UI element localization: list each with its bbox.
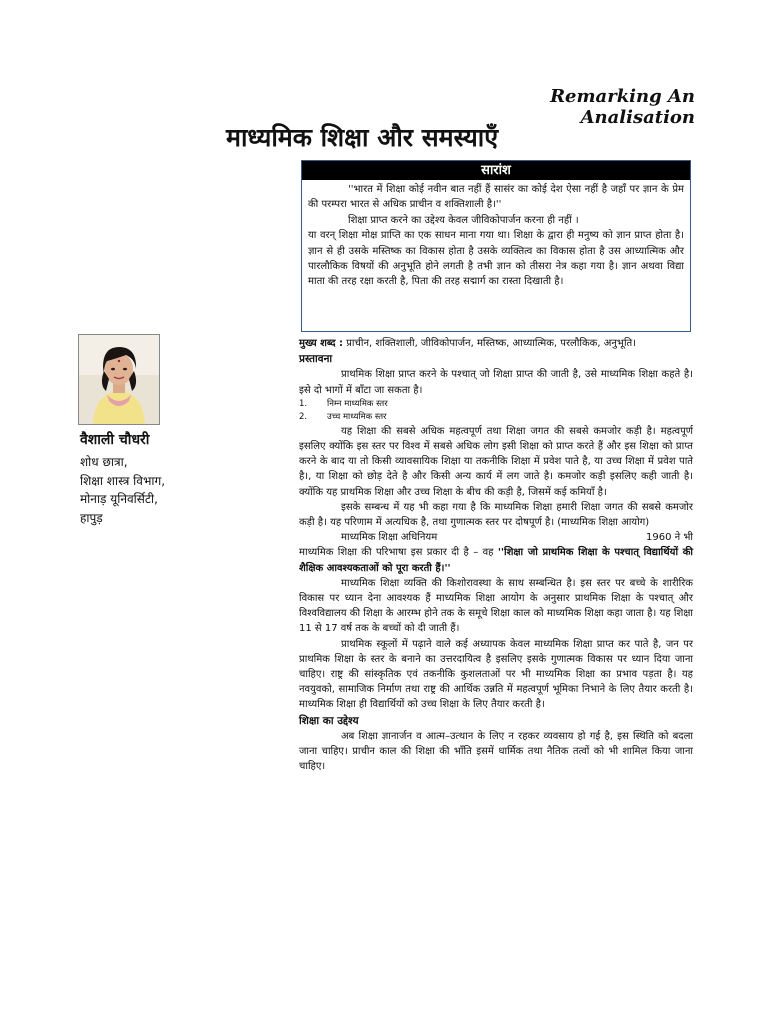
paragraph: अब शिक्षा ज्ञानार्जन व आत्म–उत्थान के लिए न रहकर व्यवसाय हो गई है, इस स्थिति को बदला जाना चाहिए। प्राचीन काल की शिक्षा की भाँति इसमें धार्मिक तथा नैतिक तत्वों को भी शामिल किया जाना चाहिए।	[299, 730, 693, 773]
abstract-box	[301, 160, 691, 332]
abstract-quote: ''भारत में शिक्षा कोई नवीन बात नहीं हैं सासंर का कोई देश ऐसा नहीं है जहाँ पर ज्ञान के प्रेम की परम्परा भारत से अधिक प्राचीन व शक्तिशाली है।''	[308, 184, 684, 211]
list-label: निम्न माध्यमिक स्तर	[327, 398, 388, 409]
paragraph: प्राथमिक शिक्षा प्राप्त करने के पश्चात् जो शिक्षा प्राप्त की जाती है, उसे माध्यमिक शिक्षा कहते है। इसे दो भागों में बाँटा जा सकता है।	[299, 369, 693, 396]
author-photo	[78, 334, 160, 425]
paragraph: माध्यमिक शिक्षा व्यक्ति की किशोरावस्था के साथ सम्बन्धित है। इस स्तर पर बच्चे के शारीरिक विकास पर ध्यान देना आवश्यक हैं माध्यमिक शिक्षा आयोग के अनुसार प्राथमिक शिक्षा के पश्चात् और विश्वविद्यालय की शिक्षा के आरम्भ होने तक के समूचे शिक्षा काल को माध्यमिक शिक्षा कहा जाता है। यह शिक्षा 11 से 17 वर्ष तक के बच्चों को दी जाती हैं।	[299, 577, 693, 635]
section-heading-intro: प्रस्तावना	[299, 353, 333, 366]
paragraph: प्राथमिक स्कूलों में पढ़ाने वाले कई अध्यापक केवल माध्यमिक शिक्षा प्राप्त कर पाते है, जन पर प्राथमिक शिक्षा के स्तर के बनाने का उत्तरदायित्व है इसलिए इसके गुणात्मक विकास पर ध्यान दिया जाना चाहिए। राष्ट्र की सांस्कृतिक एवं तकनीकि कुशलताओं पर भी माध्यमिक शिक्षा का प्रभाव पड़ता है। यह नवयुवको, सामाजिक निर्माण तथा राष्ट्र की आर्थिक उन्नति में महत्वपूर्ण भूमिका निभाने के लिए तैयार करती है। माध्यमिक शिक्षा ही विद्यार्थियों को उच्च शिक्षा के लिए तैयार करती है।	[299, 638, 693, 711]
act-line	[299, 530, 693, 545]
definition-intro: माध्यमिक शिक्षा की परिभाषा इस प्रकार दी है – वह	[299, 547, 494, 559]
act-name: माध्यमिक शिक्षा अधिनियम	[341, 532, 438, 544]
list-label: उच्च माध्यमिक स्तर	[327, 411, 387, 422]
abstract-para: शिक्षा प्राप्त करने का उद्देश्य केवल जीविकोपार्जन करना ही नहीं ।	[348, 214, 579, 226]
keywords	[299, 336, 693, 351]
paragraph: यह शिक्षा की सबसे अधिक महत्वपूर्ण तथा शिक्षा जगत की सबसे कमजोर कड़ी है। महत्वपूर्ण इसलिए क्योंकि इस स्तर पर विश्व में सबसे अधिक लोग इसी शिक्षा को प्राप्त करते हैं और इस शिक्षा को प्राप्त करने के बाद या तो किसी व्यावसायिक शिक्षा या तकनीकि शिक्षा में प्रवेश पाते है, या उच्च शिक्षा में प्रवेश पाते है।, या शिक्षा को छोड़ देते है और किसी अन्य कार्य में लग जाते है। कमजोर कड़ी इसलिए कही जाती है। क्योंकि यह प्राथमिक शिक्षा और उच्च शिक्षा के बीच की कड़ी है, जिसमें कई कमियाँ है।	[299, 425, 693, 498]
list-item	[299, 398, 693, 411]
abstract-para: या वरन् शिक्षा मोक्ष प्राप्ति का एक साधन माना गया था। शिक्षा के द्वारा ही मनुष्य को ज्ञान प्राप्त होता है। ज्ञान से ही उसके मस्तिष्क का विकास होता है उसके व्यक्तित्व का विकास होता है उस आध्यात्मिक और पारलौकिक विषयों की अनुभूति होने लगती है तभी ज्ञान को तीसरा नेत्र कहा गया है। ज्ञान अथवा विद्या माता की तरह रक्षा करती है, पिता की तरह सद्मार्ग का रास्ता दिखाती है।	[308, 230, 684, 288]
paragraph: इसके सम्बन्ध में यह भी कहा गया है कि माध्यमिक शिक्षा हमारी शिक्षा जगत की सबसे कमजोर कड़ी है। यह परिणाम में अत्यधिक है, तथा गुणात्मक स्तर पर दोषपूर्ण है। (माध्यमिक शिक्षा आयोग)	[299, 501, 693, 529]
journal-name: Remarking An Analisation	[550, 86, 695, 128]
abstract-heading: सारांश	[302, 161, 690, 180]
author-city: हापुड़	[80, 510, 103, 525]
definition-paragraph	[299, 545, 693, 575]
list-number: 1.	[299, 398, 308, 409]
author-university: मोनाड़ यूनिवर्सिटी,	[80, 492, 158, 506]
keywords-text: प्राचीन, शक्तिशाली, जीविकोपार्जन, मस्तिष्क, आध्यात्मिक, परलौकिक, अनुभूति।	[346, 338, 637, 349]
definition-quote: ''शिक्षा जो प्राथमिक शिक्षा के पश्चात् विद्यार्थियों की शैक्षिक आवश्यकताओं को पूरा करती हैं।''	[299, 547, 693, 574]
author-designation: शोध छात्रा,	[80, 455, 128, 469]
article-title: माध्यमिक शिक्षा और समस्याएँ	[226, 123, 499, 152]
abstract-body	[302, 180, 690, 290]
author-name: वैशाली चौधरी	[80, 432, 150, 448]
list-item	[299, 411, 693, 424]
levels-list	[299, 398, 693, 424]
author-department: शिक्षा शास्त्र विभाग,	[80, 473, 166, 488]
author-block	[80, 430, 230, 527]
section-heading-objective: शिक्षा का उद्देश्य	[299, 714, 359, 727]
list-number: 2.	[299, 411, 308, 422]
keywords-label: मुख्य शब्द :	[299, 338, 344, 349]
act-year: 1960 ने भी	[646, 532, 693, 544]
article-body	[299, 336, 693, 774]
